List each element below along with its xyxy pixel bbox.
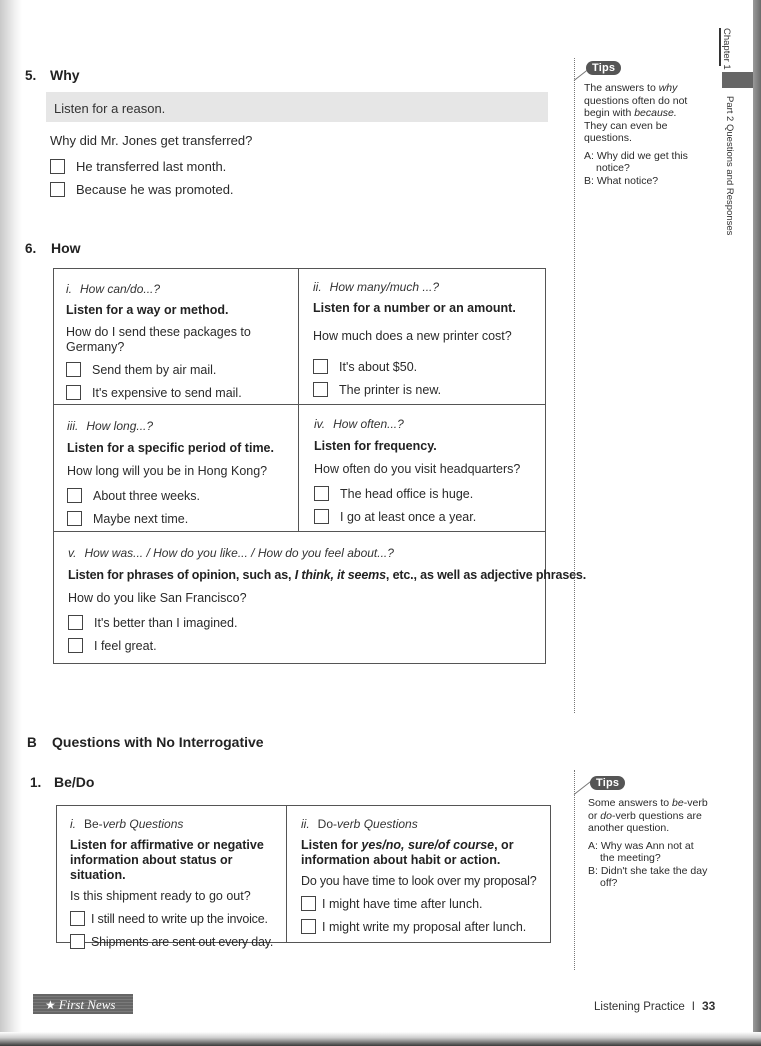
option[interactable] [67,484,292,507]
chapter-tab-block [722,72,753,88]
tips-text [584,82,702,187]
cell-question: How long will you be in Hong Kong? [67,464,268,478]
checkbox[interactable] [314,509,329,524]
option-label: I might write my proposal after lunch. [322,919,527,934]
checkbox[interactable] [50,159,65,174]
checkbox[interactable] [67,488,82,503]
table-cell [314,417,542,528]
option-label: He transferred last month. [76,159,227,174]
option[interactable] [314,505,542,528]
option-label: I might have time after lunch. [322,896,483,911]
cell-hint: Listen for a way or method. [66,303,229,317]
checkbox[interactable] [70,934,85,949]
option[interactable] [313,355,541,378]
tips-example-a: A: Why did we get this notice? [584,149,688,174]
options-list [50,155,234,201]
section-letter: B [27,735,37,750]
table-divider [298,268,299,531]
table-cell [70,817,282,953]
option[interactable] [70,907,282,930]
page-bottom-edge [0,1032,761,1046]
checkbox[interactable] [314,486,329,501]
option[interactable] [66,381,291,404]
option-label: It's expensive to send mail. [92,385,242,400]
cell-question: How often do you visit headquarters? [314,462,521,476]
option[interactable] [68,611,544,634]
cell-subtitle: ii. Do-verb Questions [301,817,418,831]
option-label: I feel great. [94,638,157,653]
table-cell [301,817,549,938]
cell-hint: Listen for a number or an amount. [313,301,516,315]
cell-subtitle: v. How was... / How do you like... / How do you feel about...? [68,546,394,560]
cell-subtitle: i. Be-verb Questions [70,817,184,831]
table-cell [68,546,587,657]
tips-body: Some answers to be-verb or do-verb questions are another question. [588,797,708,834]
section-number: 6. [25,241,37,256]
footer-separator: I [691,1001,695,1013]
star-icon: ★ [45,997,56,1012]
table-cell [67,419,292,530]
option[interactable] [67,507,292,530]
checkbox[interactable] [301,919,316,934]
tips-badge: Tips [586,61,621,75]
option[interactable] [313,378,541,401]
option[interactable] [301,915,549,938]
option[interactable] [301,892,549,915]
part-label: Part 2 Questions and Responses [724,96,735,236]
item-title: Be/Do [54,774,95,790]
option-label: I go at least once a year. [340,509,477,524]
cell-subtitle: iv. How often...? [314,417,404,431]
section-title: Questions with No Interrogative [52,734,264,750]
option-label: Because he was promoted. [76,182,234,197]
section-title: Why [50,67,80,83]
tips-example-b: B: Didn't she take the day off? [588,864,708,889]
page-number: 33 [701,999,716,1013]
table-divider [53,531,546,532]
question: Why did Mr. Jones get transferred? [50,133,253,148]
checkbox[interactable] [66,362,81,377]
cell-subtitle: i. How can/do...? [66,282,161,296]
tips-example-b: B: What notice? [584,174,659,187]
checkbox[interactable] [313,359,328,374]
cell-question: Do you have time to look over my proposal? [301,874,537,888]
checkbox[interactable] [313,382,328,397]
checkbox[interactable] [70,911,85,926]
cell-hint: Listen for frequency. [314,439,437,453]
tips-text [588,797,710,890]
option-label: I still need to write up the invoice. [91,911,268,926]
checkbox[interactable] [68,615,83,630]
checkbox[interactable] [301,896,316,911]
option-label: Send them by air mail. [92,362,217,377]
cell-question: Is this shipment ready to go out? [70,889,251,903]
cell-hint: Listen for phrases of opinion, such as, I think, it seems, etc., as well as adjective phrases. [68,568,587,582]
checkbox[interactable] [68,638,83,653]
cell-subtitle: ii. How many/much ...? [313,280,440,294]
section-number: 5. [25,68,37,83]
option-label: Maybe next time. [93,511,189,526]
chapter-label: Chapter 1 [721,28,732,70]
cell-question: How much does a new printer cost? [313,329,512,343]
cell-question: How do I send these packages to Germany? [66,325,251,354]
option-label: It's about $50. [339,359,418,374]
tips-body: The answers to why questions often do not begin with because. They can even be questions. [584,82,688,144]
tips-rule [574,58,575,713]
option-label: The head office is huge. [340,486,474,501]
cell-hint: Listen for affirmative or negative information about status or situation. [70,838,264,882]
cell-hint: Listen for a specific period of time. [67,441,274,455]
publisher-name: First News [58,997,116,1012]
cell-subtitle: iii. How long...? [67,419,154,433]
table-divider [53,404,546,405]
tips-rule [574,770,575,970]
option-label: Shipments are sent out every day. [91,934,274,949]
page-edge [753,0,761,1046]
option[interactable] [68,634,544,657]
option[interactable] [70,930,282,953]
checkbox[interactable] [50,182,65,197]
option[interactable] [66,358,291,381]
option-label: It's better than I imagined. [94,615,238,630]
option[interactable] [50,178,234,201]
option[interactable] [314,482,542,505]
cell-hint: Listen for yes/no, sure/of course, or information about habit or action. [301,838,514,867]
page-gutter-shadow [0,0,22,1046]
option[interactable] [50,155,234,178]
checkbox[interactable] [66,385,81,400]
cell-question: How do you like San Francisco? [68,591,247,605]
section-title: How [51,240,81,256]
table-divider [286,805,287,943]
tips-example-a: A: Why was Ann not at the meeting? [588,839,694,864]
hint-bar: Listen for a reason. [46,92,548,122]
option-label: About three weeks. [93,488,201,503]
publisher-logo [33,994,133,1014]
item-number: 1. [30,775,42,790]
table-cell [313,280,541,401]
book-section: Listening Practice [594,1001,685,1013]
page-footer [594,999,715,1013]
tips-badge: Tips [590,776,625,790]
table-cell [66,282,291,404]
checkbox[interactable] [67,511,82,526]
option-label: The printer is new. [339,382,442,397]
